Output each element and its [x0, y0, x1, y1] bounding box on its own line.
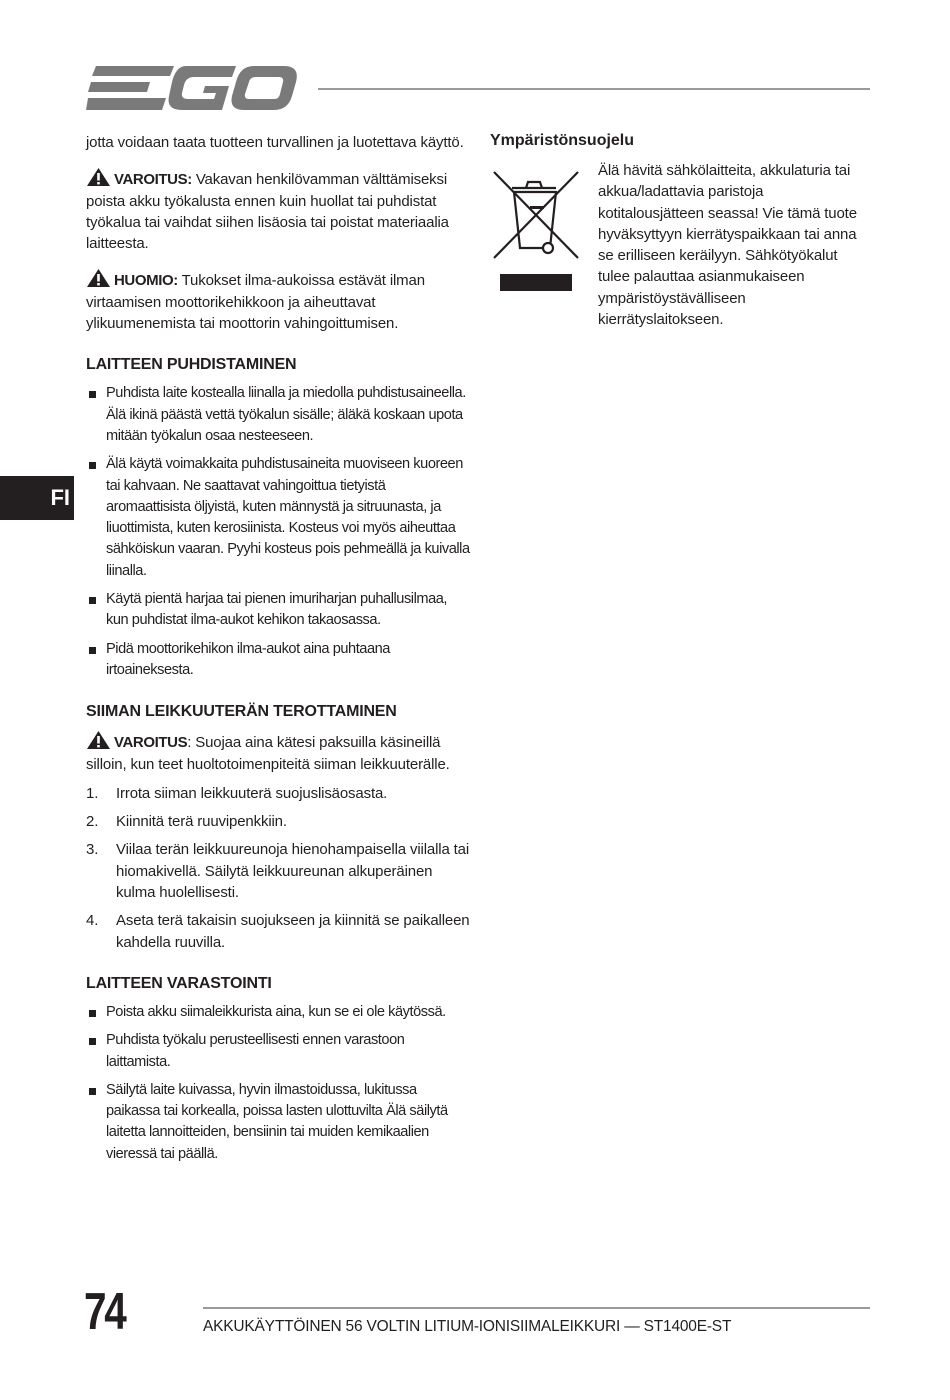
notice-text: Tukokset ilma-aukoissa estävät ilman virtaamisen moottorikehikkoon ja aiheuttavat ylikuumenemista tai moottorin vahingoittumisen. — [86, 272, 425, 333]
warning-text: Vakavan henkilövamman välttämiseksi poista akku työkalusta ennen kuin huollat tai puhdistat työkalua tai vaihdat siihen lisäosia tai poistat materiaalia laitteesta. — [86, 171, 449, 253]
warning-triangle-icon — [86, 730, 111, 750]
footer-title: AKKUKÄYTTÖINEN 56 VOLTIN LITIUM-IONISIIMALEIKKURI — ST1400E-ST — [203, 1318, 732, 1335]
list-item: Älä käytä voimakkaita puhdistusaineita muoviseen kuoreen tai kahvaan. Ne saattavat vahingoittua tietyistä aromaattisista öljyistä, kuten männystä ja sitruunasta, ja liuottimista, kuten kerosiinista. Kosteus voi myös aiheuttaa sähköiskun vaaran. Pyyhi kosteus pois pehmeällä ja kuivalla liinalla. — [86, 454, 470, 582]
list-item: Säilytä laite kuivassa, hyvin ilmastoidussa, lukitussa paikassa tai korkealla, poissa lasten ulottuvilta Älä säilytä laitetta lannoitteiden, bensiinin tai muiden kemikaalien vieressä tai päällä. — [86, 1080, 470, 1165]
cleaning-heading: LAITTEEN PUHDISTAMINEN — [86, 356, 297, 374]
right-column — [490, 132, 870, 330]
step-number: 2. — [86, 813, 99, 831]
step-text: Aseta terä takaisin suojukseen ja kiinnitä se paikalleen kahdella ruuvilla. — [116, 912, 470, 951]
list-item: Pidä moottorikehikon ilma-aukot aina puhtaana irtoaineksesta. — [86, 639, 470, 682]
cleaning-list — [86, 383, 470, 681]
language-tab — [0, 476, 74, 520]
notice-air-vents — [86, 268, 470, 334]
environment-section — [490, 160, 870, 330]
footer-rule — [203, 1307, 870, 1309]
page-number: 74 — [84, 1283, 125, 1341]
storage-heading: LAITTEEN VARASTOINTI — [86, 974, 272, 992]
sharpening-heading: SIIMAN LEIKKUUTERÄN TEROTTAMINEN — [86, 703, 397, 721]
list-item: Poista akku siimaleikkurista aina, kun se ei ole käytössä. — [86, 1002, 470, 1023]
warning-remove-battery — [86, 167, 470, 254]
step-item — [86, 811, 470, 832]
step-number: 1. — [86, 784, 99, 802]
environment-text: Älä hävitä sähkölaitteita, akkulaturia tai akkua/ladattavia paristoja kotitalousjätteen seassa! Vie tämä tuote hyväksyttyyn kierrätyspaikkaan tai anna se erilliseen keräilyyn. Sähkötyökalut tulee palauttaa asianmukaiseen ympäristöystävälliseen kierrätyslaitokseen. — [598, 162, 857, 329]
storage-list — [86, 1002, 470, 1165]
warning-gloves — [86, 730, 470, 775]
language-tab-label: FI — [50, 485, 70, 510]
warning-label: VAROITUS: — [114, 171, 192, 189]
warning-label: VAROITUS — [114, 734, 188, 752]
intro-text: jotta voidaan taata tuotteen turvallinen ja luotettava käyttö. — [86, 134, 464, 151]
step-item — [86, 910, 470, 953]
left-column — [86, 132, 470, 1172]
step-item — [86, 839, 470, 903]
step-number: 3. — [86, 841, 99, 859]
warning-text: : Suojaa aina kätesi paksuilla käsineillä silloin, kun teet huoltotoimenpiteitä siiman leikkuuterälle. — [86, 734, 450, 773]
notice-label: HUOMIO: — [114, 272, 178, 290]
step-item — [86, 783, 470, 804]
list-item: Käytä pientä harjaa tai pienen imuriharjan puhallusilmaa, kun puhdistat ilma-aukot kehikon takaosassa. — [86, 589, 470, 632]
header-rule — [318, 88, 870, 90]
warning-triangle-icon — [86, 268, 111, 288]
ego-logo — [86, 60, 298, 116]
list-item: Puhdista työkalu perusteellisesti ennen varastoon laittamista. — [86, 1030, 470, 1073]
step-number: 4. — [86, 912, 99, 930]
step-text: Irrota siiman leikkuuterä suojuslisäosasta. — [116, 784, 388, 802]
step-text: Viilaa terän leikkuureunoja hienohampaisella viilalla tai hiomakivellä. Säilytä leikkuureunan alkuperäinen kulma huolellisesti. — [116, 841, 470, 902]
warning-triangle-icon — [86, 167, 111, 187]
list-item: Puhdista laite kostealla liinalla ja miedolla puhdistusaineella. Älä ikinä päästä vettä työkalun sisälle; äläkä koskaan upota mitään työkalun osaa nesteeseen. — [86, 383, 470, 447]
sharpening-steps — [86, 783, 470, 953]
crossed-out-wheelie-bin-icon — [490, 166, 582, 296]
environment-heading: Ympäristönsuojelu — [490, 132, 635, 149]
step-text: Kiinnitä terä ruuvipenkkiin. — [116, 813, 287, 831]
